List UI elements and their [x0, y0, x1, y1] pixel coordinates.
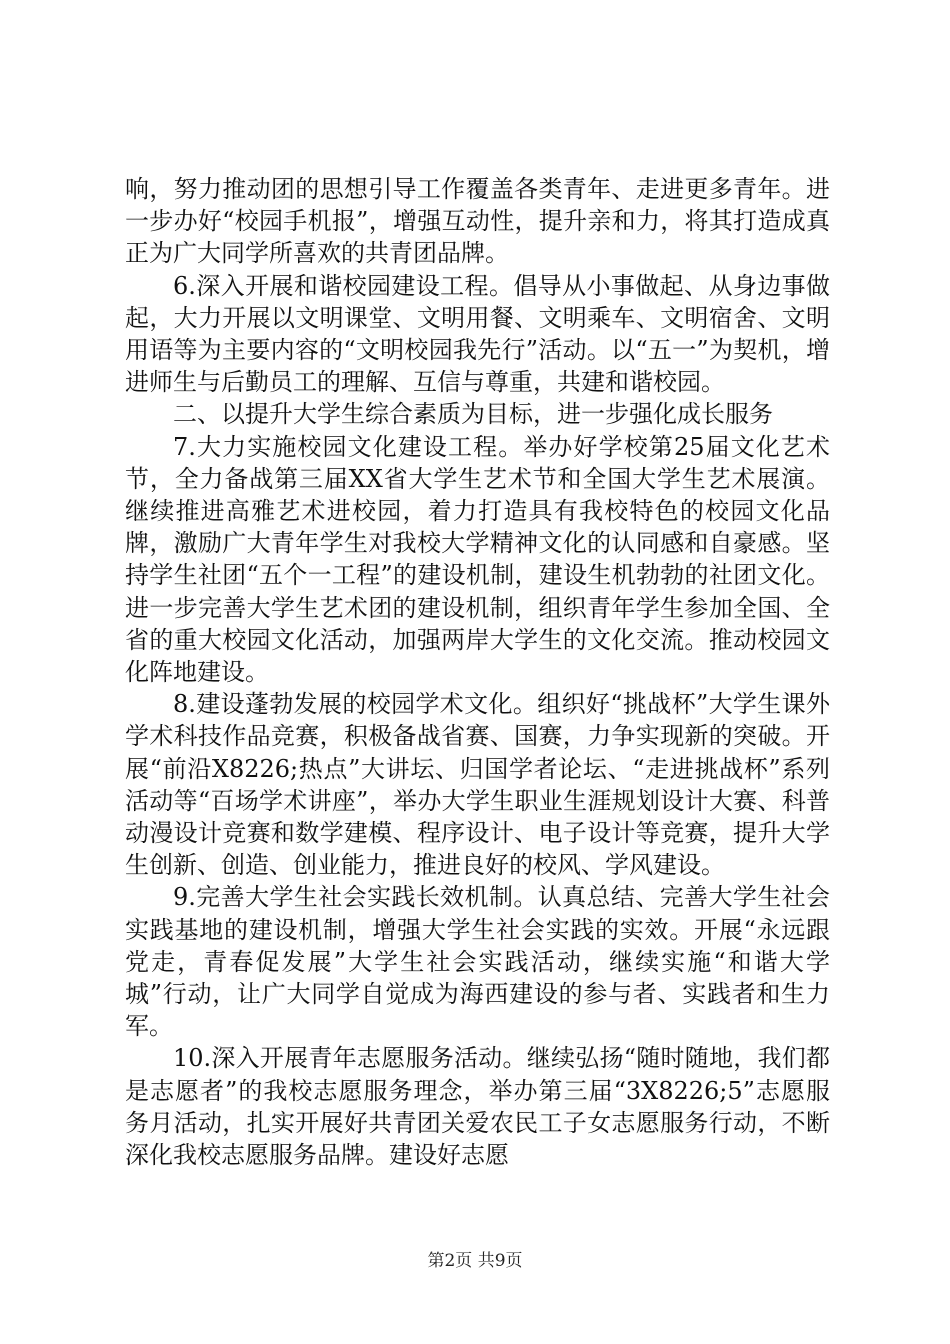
paragraph-1: 响，努力推动团的思想引导工作覆盖各类青年、走进更多青年。进一步办好“校园手机报”，增强互动性，提升亲和力，将其打造成真正为广大同学所喜欢的共青团品牌。 — [125, 175, 830, 268]
paragraph-7: 10.深入开展青年志愿服务活动。继续弘扬“随时随地，我们都是志愿者”的我校志愿服务理念，举办第三届“3X8226;5”志愿服务月活动，扎实开展好共青团关爱农民工子女志愿服务行动，不断深化我校志愿服务品牌。建设好志愿 — [125, 1044, 830, 1170]
paragraph-6: 9.完善大学生社会实践长效机制。认真总结、完善大学生社会实践基地的建设机制，增强大学生社会实践的实效。开展“永远跟党走，青春促发展”大学生社会实践活动，继续实施“和谐大学城”行动，让广大同学自觉成为海西建设的参与者、实践者和生力军。 — [125, 883, 830, 1041]
paragraph-5: 8.建设蓬勃发展的校园学术文化。组织好“挑战杯”大学生课外学术科技作品竞赛，积极备战省赛、国赛，力争实现新的突破。开展“前沿X8226;热点”大讲坛、归国学者论坛、“走进挑战杯”系列活动等“百场学术讲座”，举办大学生职业生涯规划设计大赛、科普动漫设计竞赛和数学建模、程序设计、电子设计等竞赛，提升大学生创新、创造、创业能力，推进良好的校风、学风建设。 — [125, 690, 830, 880]
page-footer: 第2页 共9页 — [427, 1251, 523, 1271]
section-heading: 二、以提升大学生综合素质为目标，进一步强化成长服务 — [173, 400, 773, 429]
document-body — [125, 173, 830, 1171]
paragraph-2: 6.深入开展和谐校园建设工程。倡导从小事做起、从身边事做起，大力开展以文明课堂、文明用餐、文明乘车、文明宿舍、文明用语等为主要内容的“文明校园我先行”活动。以“五一”为契机，增进师生与后勤员工的理解、互信与尊重，共建和谐校园。 — [125, 271, 830, 397]
paragraph-4: 7.大力实施校园文化建设工程。举办好学校第25届文化艺术节，全力备战第三届XX省大学生艺术节和全国大学生艺术展演。继续推进高雅艺术进校园，着力打造具有我校特色的校园文化品牌，激励广大青年学生对我校大学精神文化的认同感和自豪感。坚持学生社团“五个一工程”的建设机制，建设生机勃勃的社团文化。进一步完善大学生艺术团的建设机制，组织青年学生参加全国、全省的重大校园文化活动，加强两岸大学生的文化交流。推动校园文化阵地建设。 — [125, 432, 830, 687]
